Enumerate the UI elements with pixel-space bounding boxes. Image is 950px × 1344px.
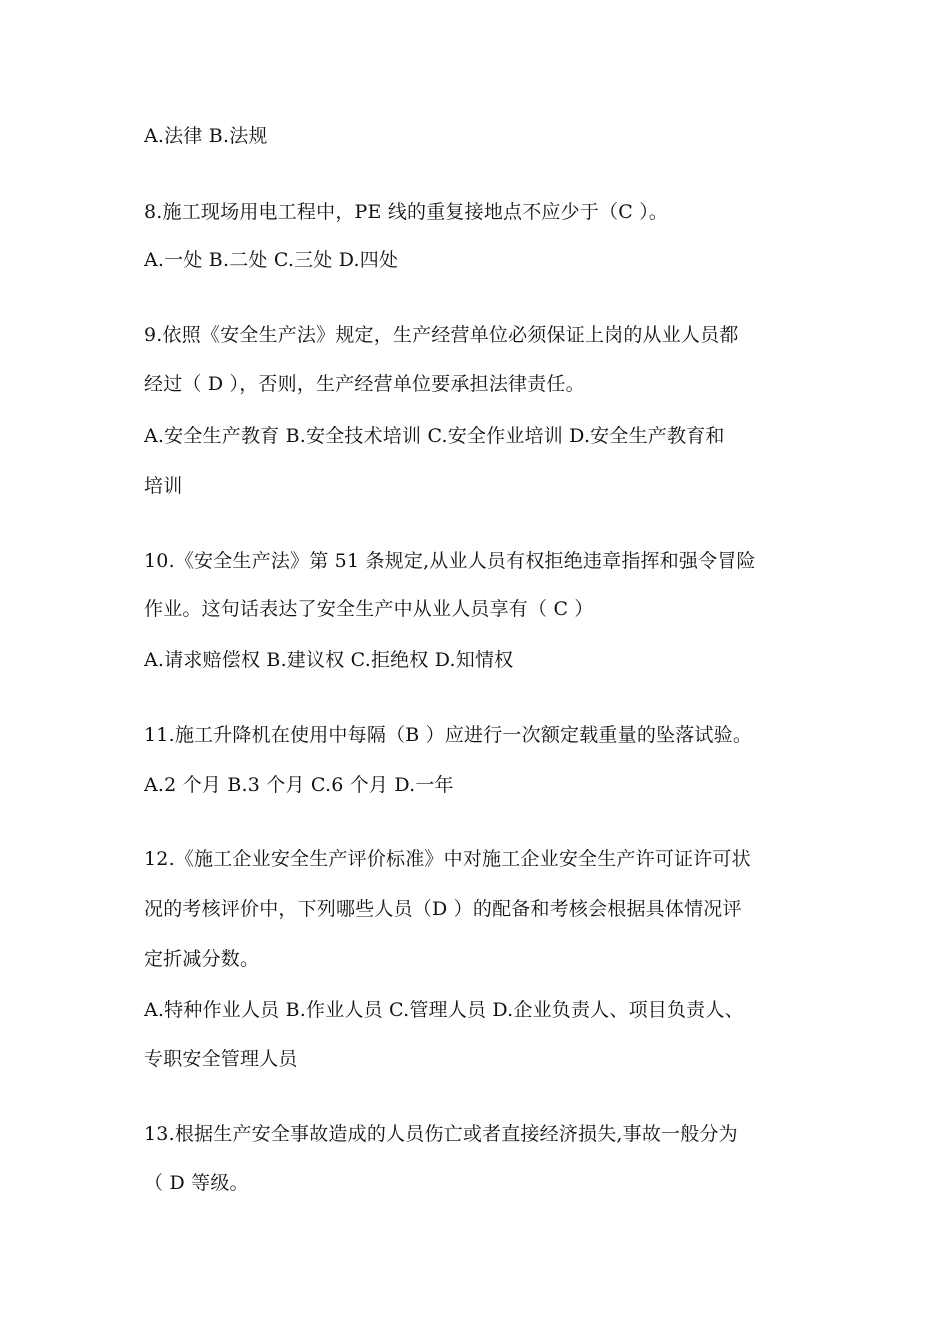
q11-options: A.2 个月 B.3 个月 C.6 个月 D.一年 — [144, 774, 454, 796]
q13-question-line-2: （ D 等级。 — [144, 1172, 249, 1194]
q8-options: A.一处 B.二处 C.三处 D.四处 — [144, 249, 399, 271]
q9-options-line-2: 培训 — [144, 475, 183, 497]
q10-question-line-2: 作业。这句话表达了安全生产中从业人员享有（ C ） — [144, 598, 594, 620]
q8-question: 8.施工现场用电工程中，PE 线的重复接地点不应少于（C ）。 — [144, 201, 669, 223]
q9-question-line-2: 经过（ D ），否则，生产经营单位要承担法律责任。 — [144, 373, 585, 395]
q9-options-line-1: A.安全生产教育 B.安全技术培训 C.安全作业培训 D.安全生产教育和 — [144, 425, 725, 447]
q12-question-line-2: 况的考核评价中，下列哪些人员（D ）的配备和考核会根据具体情况评 — [144, 898, 742, 920]
q9-question-line-1: 9.依照《安全生产法》规定，生产经营单位必须保证上岗的从业人员都 — [144, 324, 739, 346]
q13-question-line-1: 13.根据生产安全事故造成的人员伤亡或者直接经济损失,事故一般分为 — [144, 1123, 738, 1145]
q12-question-line-1: 12.《施工企业安全生产评价标准》中对施工企业安全生产许可证许可状 — [144, 848, 751, 870]
q10-question-line-1: 10.《安全生产法》第 51 条规定,从业人员有权拒绝违章指挥和强令冒险 — [144, 550, 756, 572]
q10-options: A.请求赔偿权 B.建议权 C.拒绝权 D.知情权 — [144, 649, 514, 671]
q7-options: A.法律 B.法规 — [144, 125, 268, 147]
q12-question-line-3: 定折减分数。 — [144, 948, 260, 970]
q11-question: 11.施工升降机在使用中每隔（B ）应进行一次额定载重量的坠落试验。 — [144, 724, 753, 746]
q12-options-line-2: 专职安全管理人员 — [144, 1048, 298, 1070]
q12-options-line-1: A.特种作业人员 B.作业人员 C.管理人员 D.企业负责人、项目负责人、 — [144, 999, 744, 1021]
